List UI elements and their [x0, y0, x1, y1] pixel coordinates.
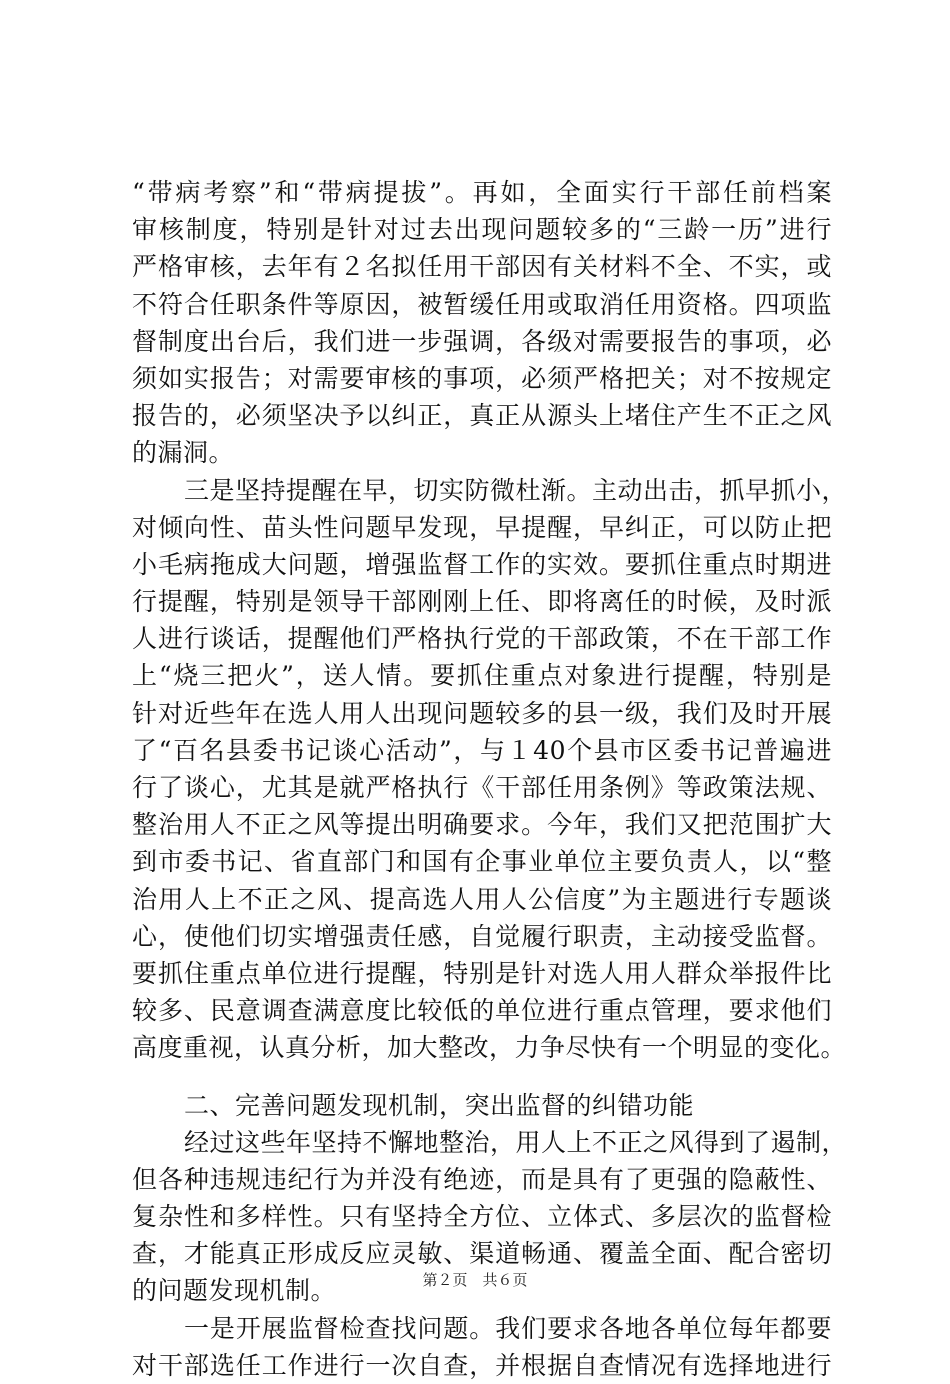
- page-footer: 第２页 共６页: [422, 1271, 528, 1289]
- paragraph-start-line: 三是坚持提醒在早，切实防微杜渐。主动出击，抓早抓小，: [184, 475, 848, 505]
- paragraph-start-line: 经过这些年坚持不懈地整治，用人上不正之风得到了遏制，: [184, 1127, 848, 1157]
- text-line: 较多、民意调查满意度比较低的单位进行重点管理，要求他们: [132, 996, 832, 1026]
- section-heading: 二、完善问题发现机制，突出监督的纠错功能: [184, 1090, 695, 1120]
- text-line: 查，才能真正形成反应灵敏、渠道畅通、覆盖全面、配合密切: [132, 1239, 832, 1269]
- text-line: 须如实报告；对需要审核的事项，必须严格把关；对不按规定: [132, 363, 832, 393]
- section-gap: [132, 1067, 832, 1087]
- text-line: 对倾向性、苗头性问题早发现，早提醒，早纠正，可以防止把: [132, 512, 832, 542]
- text-line: 的问题发现机制。: [132, 1276, 337, 1306]
- body-text: [132, 174, 848, 1384]
- text-line: 到市委书记、省直部门和国有企事业单位主要负责人，以“整: [132, 847, 832, 877]
- text-line: 行了谈心，尤其是就严格执行《干部任用条例》等政策法规、: [132, 773, 832, 802]
- text-line: 严格审核，去年有２名拟任用干部因有关材料不全、不实，或: [132, 252, 832, 282]
- text-line: 小毛病拖成大问题，增强监督工作的实效。要抓住重点时期进: [132, 549, 832, 579]
- text-line: “带病考察”和“带病提拔”。再如，全面实行干部任前档案: [132, 178, 832, 207]
- text-line: 的漏洞。: [132, 438, 235, 468]
- text-line: 整治用人不正之风等提出明确要求。今年，我们又把范围扩大: [132, 810, 832, 840]
- text-line: 但各种违规违纪行为并没有绝迹，而是具有了更强的隐蔽性、: [132, 1164, 832, 1194]
- text-line: 要抓住重点单位进行提醒，特别是针对选人用人群众举报件比: [132, 958, 832, 988]
- text-line: 高度重视，认真分析，加大整改，力争尽快有一个明显的变化。: [132, 1033, 847, 1063]
- text-line: 报告的，必须坚决予以纠正，真正从源头上堵住产生不正之风: [132, 401, 832, 431]
- text-line: 对干部选任工作进行一次自查，并根据自查情况有选择地进行: [132, 1350, 832, 1380]
- text-line: 审核制度，特别是针对过去出现问题较多的“三龄一历”进行: [132, 215, 832, 245]
- text-line: 人进行谈话，提醒他们严格执行党的干部政策，不在干部工作: [132, 624, 832, 654]
- text-line: 心，使他们切实增强责任感，自觉履行职责，主动接受监督。: [132, 921, 832, 951]
- paragraph-start-line: 一是开展监督检查找问题。我们要求各地各单位每年都要: [184, 1313, 832, 1343]
- text-line: 复杂性和多样性。只有坚持全方位、立体式、多层次的监督检: [132, 1202, 832, 1232]
- text-line: 了“百名县委书记谈心活动”，与１40个县市区委书记普遍进: [132, 735, 832, 765]
- text-line: 针对近些年在选人用人出现问题较多的县一级，我们及时开展: [132, 698, 832, 728]
- text-line: 治用人上不正之风、提高选人用人公信度”为主题进行专题谈: [132, 884, 832, 914]
- text-line: 上“烧三把火”，送人情。要抓住重点对象进行提醒，特别是: [132, 661, 832, 691]
- text-line: 督制度出台后，我们进一步强调，各级对需要报告的事项，必: [132, 326, 832, 356]
- text-line: 行提醒，特别是领导干部刚刚上任、即将离任的时候，及时派: [132, 587, 832, 617]
- text-line: 不符合任职条件等原因，被暂缓任用或取消任用资格。四项监: [132, 289, 832, 319]
